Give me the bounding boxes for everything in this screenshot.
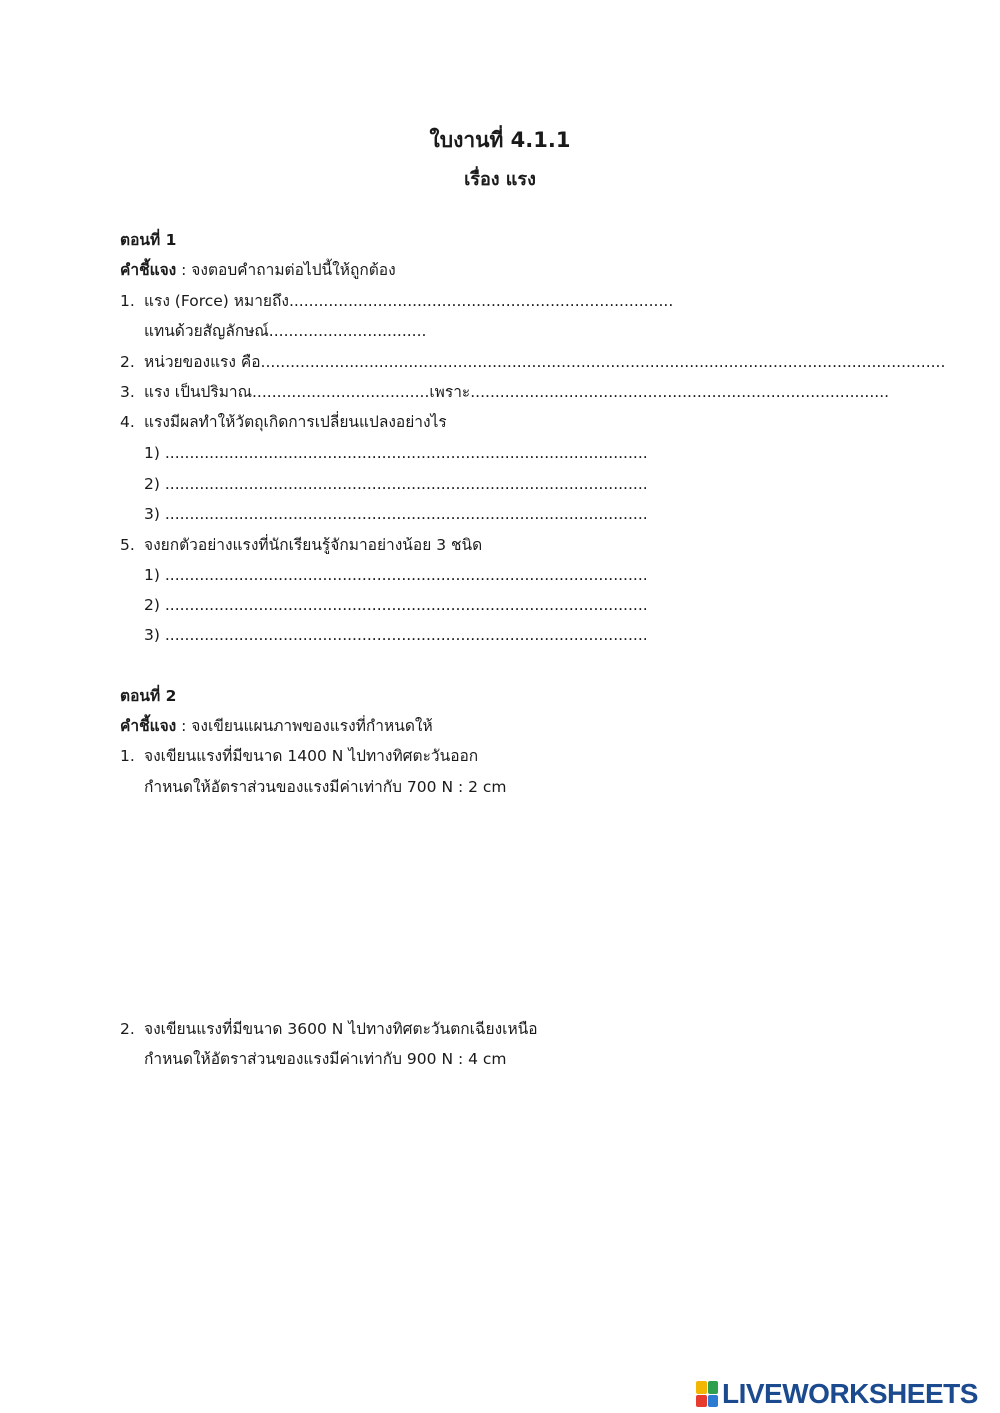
question-number: 2.: [120, 1020, 135, 1038]
liveworksheets-logo-icon: [696, 1381, 718, 1407]
part1-question-4-answer-2[interactable]: 2) ..................................................................................................: [144, 475, 648, 493]
question-number: 1.: [120, 292, 135, 310]
question-text: จงยกตัวอย่างแรงที่นักเรียนรู้จักมาอย่างน้อย 3 ชนิด: [144, 536, 483, 554]
part1-instruction-text: : จงตอบคำถามต่อไปนี้ให้ถูกต้อง: [176, 261, 396, 279]
question-text[interactable]: แรง (Force) หมายถึง..............................................................................: [144, 292, 674, 310]
part1-question-2: [120, 351, 945, 373]
question-text[interactable]: แรง เป็นปริมาณ....................................เพราะ.....................................................................................: [144, 383, 890, 401]
part2-question-1-drawing-area[interactable]: [144, 808, 884, 1008]
question-text[interactable]: หน่วยของแรง คือ...........................................................................................................................................: [144, 353, 946, 371]
part1-question-4-answer-3[interactable]: 3) ..................................................................................................: [144, 505, 648, 523]
question-number: 4.: [120, 413, 135, 431]
worksheet-subtitle: เรื่อง แรง: [464, 169, 536, 190]
part2-instruction-text: : จงเขียนแผนภาพของแรงที่กำหนดให้: [176, 717, 433, 735]
part1-question-5: [120, 534, 482, 556]
part2-question-1: [120, 745, 478, 767]
part2-question-1-scale: กำหนดให้อัตราส่วนของแรงมีค่าเท่ากับ 700 N : 2 cm: [144, 778, 507, 796]
part1-question-1: [120, 290, 673, 312]
part1-heading: ตอนที่ 1: [120, 231, 177, 249]
part2-question-2-drawing-area[interactable]: [144, 1080, 884, 1340]
part1-question-3: [120, 381, 889, 403]
logo-icon-block: [696, 1381, 707, 1394]
liveworksheets-logo-text: LIVEWORKSHEETS: [722, 1378, 978, 1409]
question-number: 2.: [120, 353, 135, 371]
worksheet-title: ใบงานที่ 4.1.1: [429, 128, 571, 152]
logo-icon-block: [696, 1395, 707, 1408]
part1-question-5-answer-2[interactable]: 2) ..................................................................................................: [144, 596, 648, 614]
question-number: 5.: [120, 536, 135, 554]
question-number: 3.: [120, 383, 135, 401]
part2-instruction: [120, 715, 433, 737]
part2-instruction-label: คำชี้แจง: [120, 717, 177, 735]
part2-question-2: [120, 1018, 538, 1040]
part2-question-2-scale: กำหนดให้อัตราส่วนของแรงมีค่าเท่ากับ 900 N : 4 cm: [144, 1050, 507, 1068]
part1-question-4: [120, 411, 447, 433]
question-text: แรงมีผลทำให้วัตถุเกิดการเปลี่ยนแปลงอย่างไร: [144, 413, 447, 431]
part1-question-5-answer-1[interactable]: 1) ..................................................................................................: [144, 566, 648, 584]
part1-instruction: [120, 259, 396, 281]
part1-instruction-label: คำชี้แจง: [120, 261, 177, 279]
logo-icon-block: [708, 1381, 719, 1394]
question-number: 1.: [120, 747, 135, 765]
question-text: จงเขียนแรงที่มีขนาด 1400 N ไปทางทิศตะวันออก: [144, 747, 479, 765]
part1-question-4-answer-1[interactable]: 1) ..................................................................................................: [144, 444, 648, 462]
question-text: จงเขียนแรงที่มีขนาด 3600 N ไปทางทิศตะวันตกเฉียงเหนือ: [144, 1020, 538, 1038]
logo-icon-block: [708, 1395, 719, 1408]
part1-question-5-answer-3[interactable]: 3) ..................................................................................................: [144, 626, 648, 644]
liveworksheets-logo: [696, 1378, 996, 1410]
part1-question-1-symbol[interactable]: แทนด้วยสัญลักษณ์................................: [144, 322, 427, 340]
part2-heading: ตอนที่ 2: [120, 687, 177, 705]
